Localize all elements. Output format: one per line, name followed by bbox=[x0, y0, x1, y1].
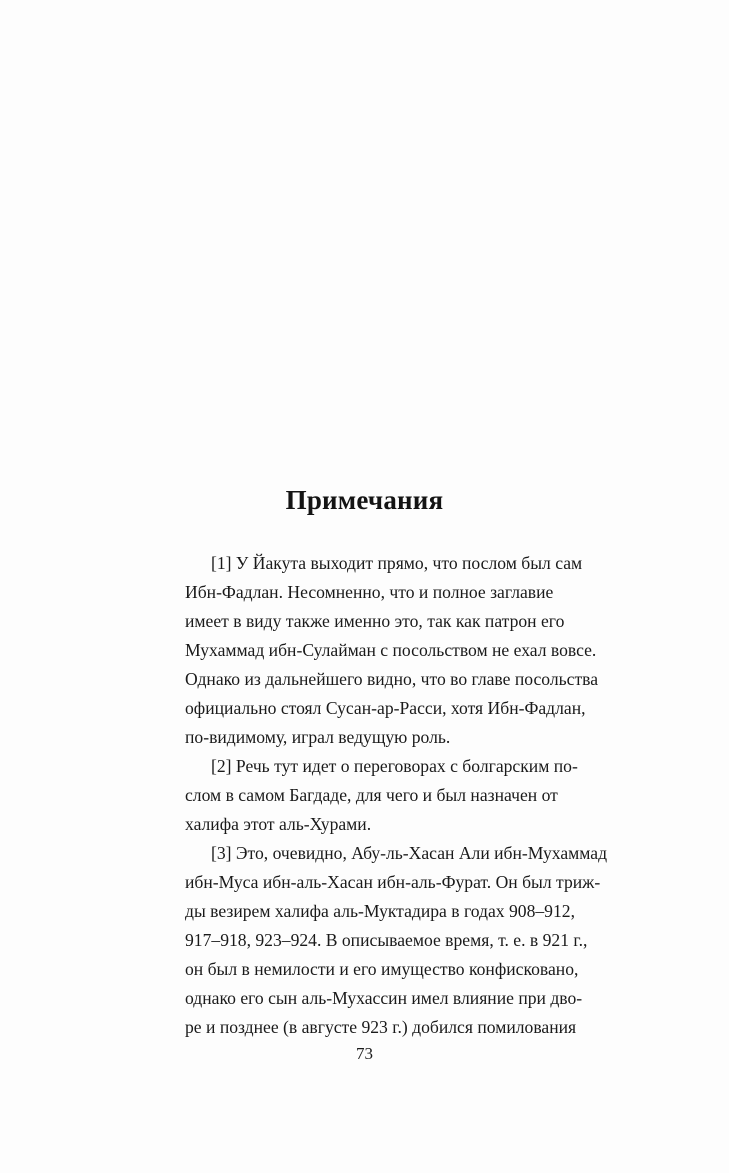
note-2-line-2: слом в самом Багдаде, для чего и был назначен от bbox=[185, 785, 558, 805]
note-3-line-7: ре и позднее (в августе 923 г.) добился помилования bbox=[185, 1017, 577, 1037]
notes-body bbox=[185, 549, 608, 1042]
section-heading: Примечания bbox=[285, 485, 444, 515]
note-1-line-2: Ибн-Фадлан. Несомненно, что и полное заглавие bbox=[185, 582, 554, 602]
note-1-line-6: официально стоял Сусан-ар-Расси, хотя Ибн-Фадлан, bbox=[185, 698, 586, 718]
note-3-line-4: 917–918, 923–924. В описываемое время, т. е. в 921 г., bbox=[185, 930, 588, 950]
note-1-line-3: имеет в виду также именно это, так как патрон его bbox=[185, 611, 565, 631]
note-1-line-4: Мухаммад ибн-Сулайман с посольством не ехал вовсе. bbox=[185, 640, 597, 660]
note-2-line-1: [2] Речь тут идет о переговорах с болгарским по- bbox=[211, 756, 578, 776]
page-number: 73 bbox=[356, 1044, 373, 1063]
note-3-line-3: ды везирем халифа аль-Муктадира в годах 908–912, bbox=[185, 901, 575, 921]
note-1-line-5: Однако из дальнейшего видно, что во главе посольства bbox=[185, 669, 599, 689]
note-3-line-2: ибн-Муса ибн-аль-Хасан ибн-аль-Фурат. Он был триж- bbox=[185, 872, 601, 892]
note-3-line-1: [3] Это, очевидно, Абу-ль-Хасан Али ибн-Мухаммад bbox=[211, 843, 608, 863]
note-3-line-6: однако его сын аль-Мухассин имел влияние при дво- bbox=[185, 988, 583, 1008]
note-1-line-1: [1] У Йакута выходит прямо, что послом был сам bbox=[211, 553, 583, 573]
note-3-line-5: он был в немилости и его имущество конфисковано, bbox=[185, 959, 579, 979]
note-2-line-3: халифа этот аль-Хурами. bbox=[185, 814, 372, 834]
note-1-line-7: по-видимому, играл ведущую роль. bbox=[185, 727, 451, 747]
